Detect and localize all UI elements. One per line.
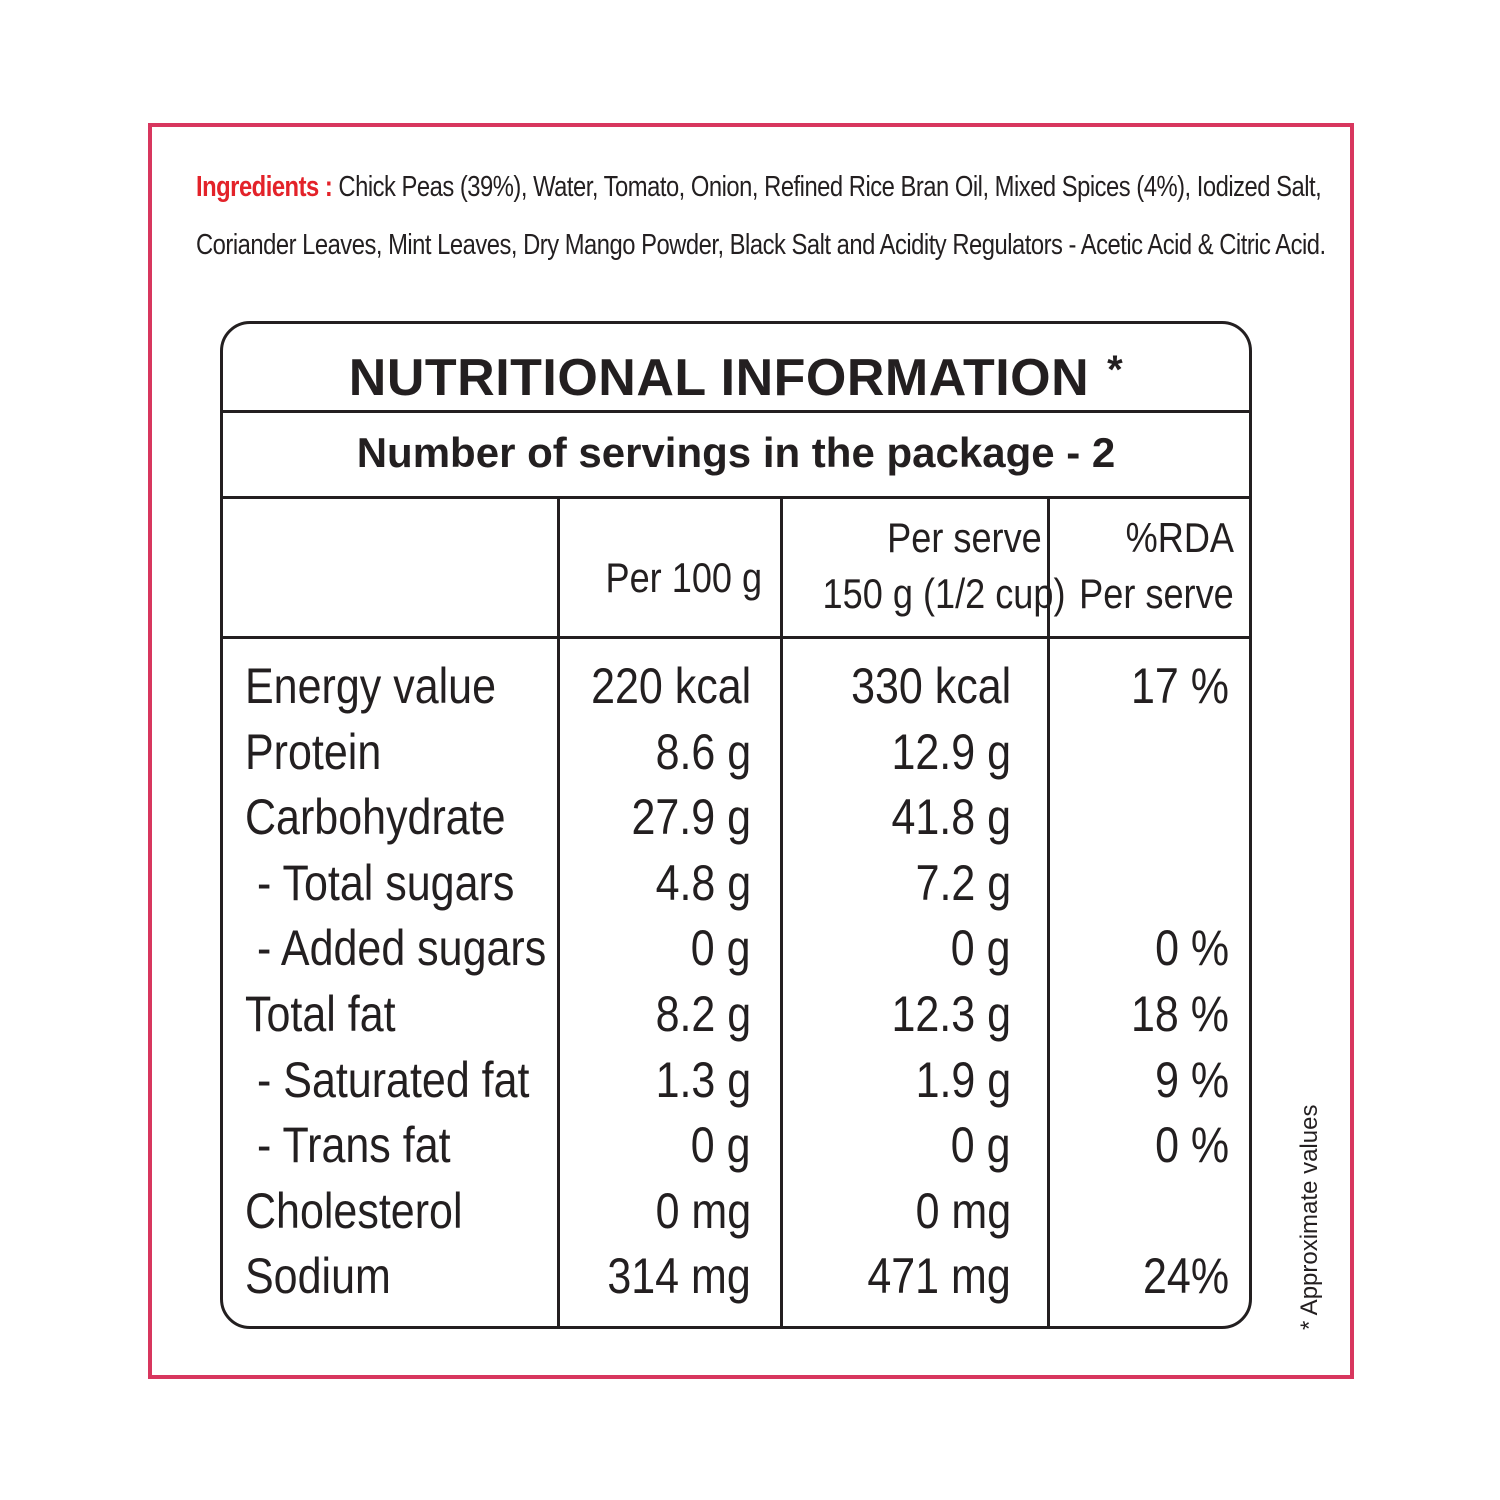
nutrient-name: Cholesterol <box>245 1182 463 1239</box>
nutrient-per100: 4.8 g <box>655 854 751 911</box>
nutrient-row <box>223 982 1249 1048</box>
header-rda <box>1050 496 1234 636</box>
approximate-values-note: * Approximate values <box>1296 1104 1323 1330</box>
nutrient-row <box>223 720 1249 786</box>
nutrient-per100: 8.6 g <box>655 723 751 780</box>
nutrient-per100: 0 mg <box>655 1182 751 1239</box>
nutrient-per-serve: 471 mg <box>867 1248 1011 1305</box>
nutrition-title-text: NUTRITIONAL INFORMATION <box>348 349 1090 407</box>
header-rda-line2: Per serve <box>1079 570 1234 617</box>
nutrient-per100: 314 mg <box>607 1248 751 1305</box>
header-perserve-line2: 150 g (1/2 cup) <box>822 570 1066 617</box>
nutrient-name: Energy value <box>245 658 496 714</box>
nutrient-per-serve: 0 mg <box>915 1182 1011 1239</box>
nutrition-panel <box>220 321 1252 1329</box>
nutrient-per-serve: 41.8 g <box>891 789 1011 846</box>
nutrient-per-serve: 12.9 g <box>891 723 1011 780</box>
nutrient-rda: 0 % <box>1154 1117 1229 1174</box>
nutrition-title <box>223 324 1249 413</box>
header-per100-text: Per 100 g <box>605 554 762 601</box>
nutrient-rda: 9 % <box>1154 1051 1229 1108</box>
nutrient-row <box>223 851 1249 917</box>
nutrient-per-serve: 7.2 g <box>915 854 1011 911</box>
nutrient-row <box>223 1113 1249 1179</box>
nutrient-row <box>223 916 1249 982</box>
ingredients-text <box>196 158 1328 274</box>
nutrient-name: - Saturated fat <box>257 1051 530 1108</box>
nutrient-per100: 27.9 g <box>631 789 751 846</box>
ingredients-label: Ingredients : <box>196 171 333 203</box>
nutrient-row <box>223 1179 1249 1245</box>
nutrient-row <box>223 1048 1249 1114</box>
nutrient-row <box>223 785 1249 851</box>
nutrient-name: - Added sugars <box>257 920 547 977</box>
nutrient-rda: 24% <box>1142 1248 1229 1305</box>
nutrient-name: Total fat <box>245 985 396 1042</box>
nutrient-per100: 0 g <box>691 920 751 977</box>
nutrient-per100: 0 g <box>691 1117 751 1174</box>
nutrient-per100: 220 kcal <box>590 658 751 714</box>
header-perserve <box>783 496 1066 636</box>
ingredients-list: Chick Peas (39%), Water, Tomato, Onion, Refined Rice Bran Oil, Mixed Spices (4%), Iodized Salt, Coriander Leaves, Mint Leaves, Dry Mango Powder, Black Salt and Acidity Regulators - Acetic Acid & Citric Acid. <box>196 171 1326 261</box>
nutrient-per-serve: 1.9 g <box>915 1051 1011 1108</box>
nutrient-rda: 17 % <box>1130 658 1229 714</box>
nutrient-per100: 1.3 g <box>655 1051 751 1108</box>
nutrient-name: Carbohydrate <box>245 789 506 846</box>
nutrient-per-serve: 0 g <box>951 1117 1011 1174</box>
header-divider <box>223 636 1249 639</box>
nutrient-per-serve: 330 kcal <box>850 658 1011 714</box>
nutrient-name: Protein <box>245 723 382 780</box>
nutrient-name: - Total sugars <box>257 854 515 911</box>
nutrient-per-serve: 0 g <box>951 920 1011 977</box>
nutrient-rows <box>223 654 1249 1310</box>
title-asterisk: * <box>1107 348 1124 392</box>
nutrient-name: Sodium <box>245 1248 391 1305</box>
header-per100 <box>560 496 762 636</box>
nutrient-per-serve: 12.3 g <box>891 985 1011 1042</box>
header-perserve-line1: Per serve <box>887 514 1042 561</box>
header-rda-line1: %RDA <box>1125 514 1234 561</box>
nutrient-rda: 0 % <box>1154 920 1229 977</box>
nutrient-per100: 8.2 g <box>655 985 751 1042</box>
nutrient-name: - Trans fat <box>257 1117 451 1174</box>
servings-count: Number of servings in the package - 2 <box>223 410 1249 499</box>
nutrient-row <box>223 1244 1249 1310</box>
nutrient-rda: 18 % <box>1130 985 1229 1042</box>
nutrient-row <box>223 654 1249 720</box>
